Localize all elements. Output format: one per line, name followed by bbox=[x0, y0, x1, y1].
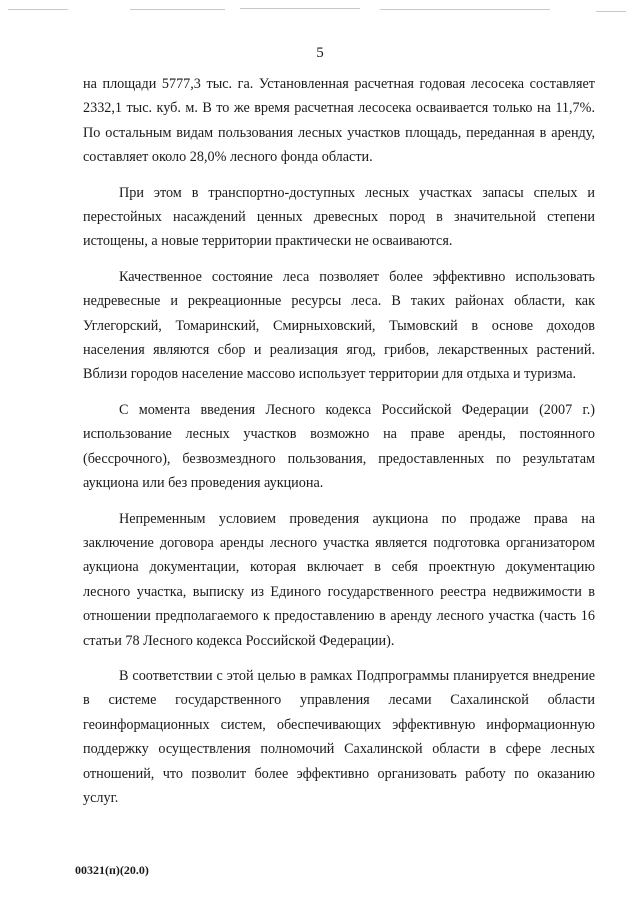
paragraph-1: на площади 5777,3 тыс. га. Установленная расчетная годовая лесосека составляет 2332,1 тыс. куб. м. В то же время расчетная лесосека осваивается только на 11,7%. По остальным видам пользования лесных участков площадь, переданная в аренду, составляет около 28,0% лесного фонда области. bbox=[83, 76, 595, 166]
scan-top-edge bbox=[0, 0, 640, 14]
paragraph-3: Качественное состояние леса позволяет более эффективно использовать недревесные и рекреационные ресурсы леса. В таких районах области, как Углегорский, Томаринский, Смирныховский, Тымовский в основе доходов населения являются сбор и реализация ягод, грибов, лекарственных растений. Вблизи городов население массово использует территории для отдыха и туризма. bbox=[83, 268, 595, 383]
paragraph-2: При этом в транспортно-доступных лесных участках запасы спелых и перестойных насаждений ценных древесных пород в значительной степени истощены, а новые территории практически не осваиваются. bbox=[83, 184, 595, 250]
paragraph-5: Непременным условием проведения аукциона по продаже права на заключение договора аренды лесного участка является подготовка организатором аукциона документации, которая включает в себя проектную документацию лесного участка, выписку из Единого государственного реестра недвижимости в отношении предполагаемого к предоставлению в аренду лесного участка (часть 16 статьи 78 Лесного кодекса Российской Федерации). bbox=[83, 510, 595, 649]
page-number: 5 bbox=[316, 45, 324, 61]
paragraph-4: С момента введения Лесного кодекса Российской Федерации (2007 г.) использование лесных участков возможно на праве аренды, постоянного (бессрочного), безвозмездного пользования, предоставленных по результатам аукциона или без проведения аукциона. bbox=[83, 401, 595, 492]
document-code: 00321(п)(20.0) bbox=[75, 863, 149, 877]
document-body bbox=[83, 72, 595, 821]
paragraph-6: В соответствии с этой целью в рамках Подпрограммы планируется внедрение в системе государственного управления лесами Сахалинской области геоинформационных систем, обеспечивающих эффективную информационную поддержку осуществления полномочий Сахалинской области в сфере лесных отношений, что позволит более эффективно организовать работу по оказанию услуг. bbox=[83, 667, 595, 806]
